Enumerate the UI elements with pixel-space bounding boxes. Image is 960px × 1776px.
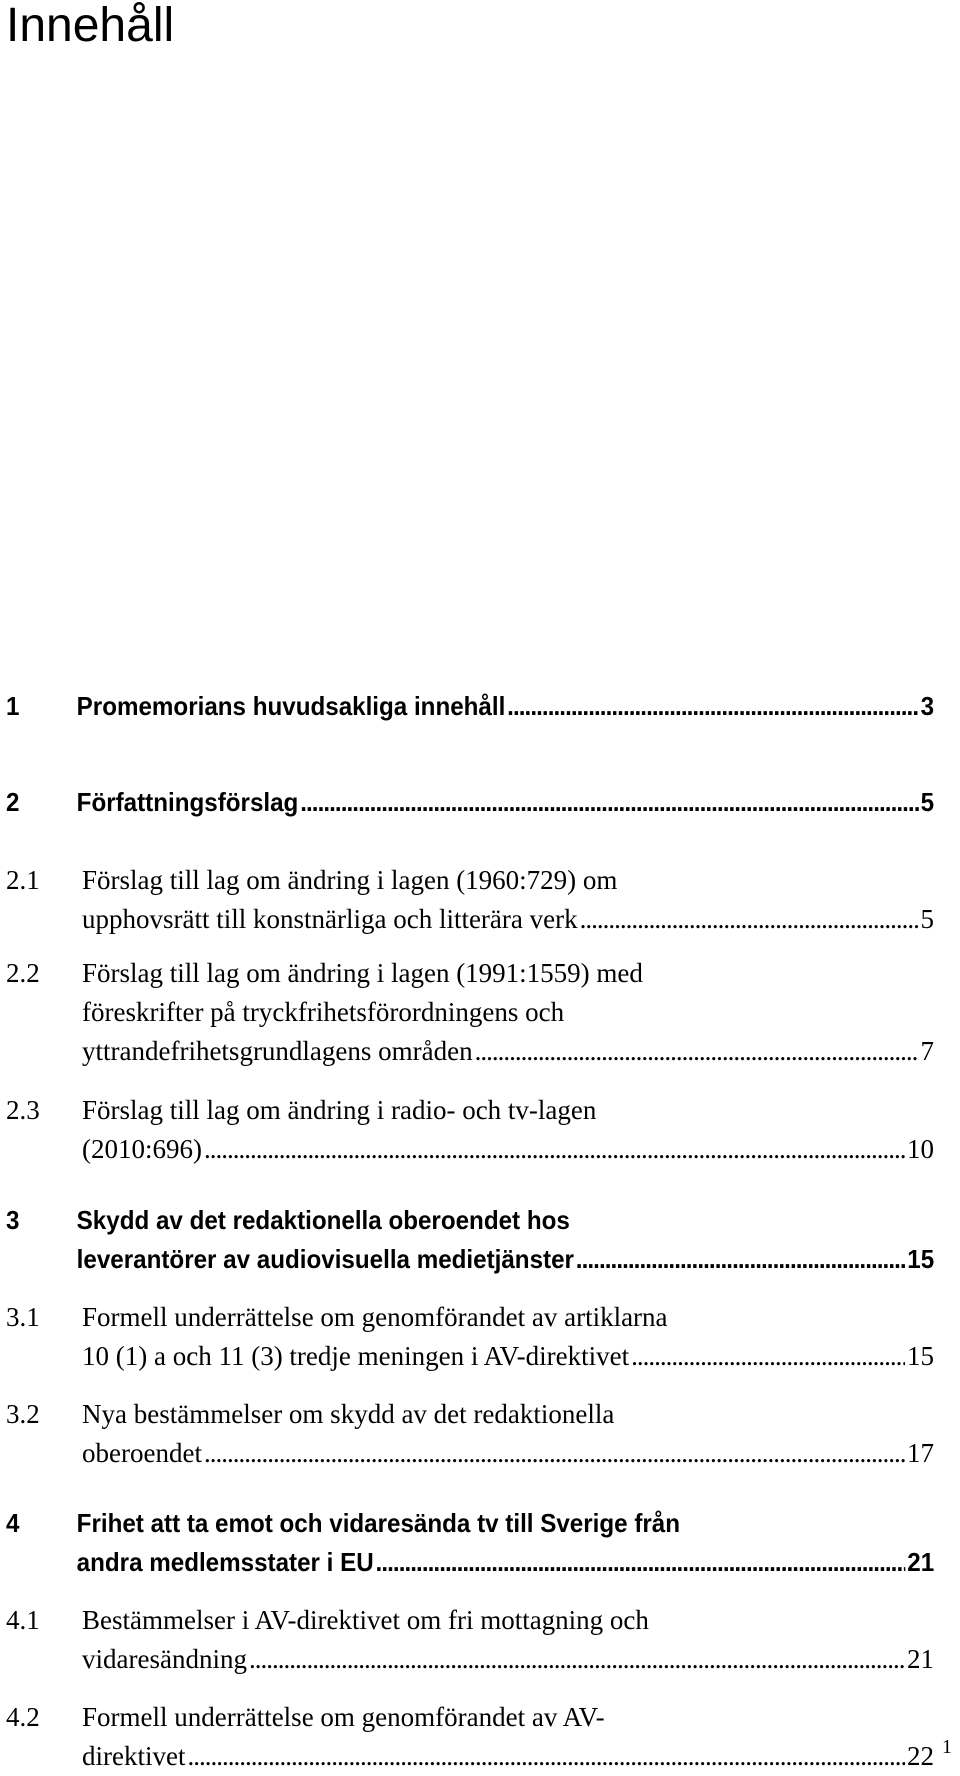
toc-entry-number: 2.3 bbox=[6, 1095, 40, 1125]
toc-entry-number: 3.2 bbox=[6, 1399, 40, 1429]
dot-leader bbox=[204, 1434, 905, 1473]
dot-leader bbox=[576, 1240, 906, 1279]
toc-entry-title-line: yttrandefrihetsgrundlagens områden bbox=[82, 1036, 473, 1066]
toc-entry-number: 3.1 bbox=[6, 1302, 40, 1332]
dot-leader bbox=[580, 900, 919, 939]
toc-entry-title bbox=[82, 1395, 934, 1473]
toc-entry-title-line: leverantörer av audiovisuella medietjänster bbox=[76, 1244, 574, 1274]
toc-entry-title-line: Skydd av det redaktionella oberoendet hos bbox=[76, 1205, 570, 1235]
toc-entry-title-line: Bestämmelser i AV-direktivet om fri mottagning och bbox=[82, 1605, 649, 1635]
dot-leader bbox=[475, 1032, 919, 1071]
toc-entry-title-line: Författningsförslag bbox=[76, 787, 299, 817]
toc-entry-page-number: 5 bbox=[920, 787, 935, 817]
dot-leader bbox=[187, 1737, 905, 1776]
toc-entry-title-line: vidaresändning bbox=[82, 1644, 247, 1674]
toc-entry-title-line: direktivet bbox=[82, 1741, 186, 1771]
toc-entry-title-line: 10 (1) a och 11 (3) tredje meningen i AV-direktivet bbox=[82, 1341, 630, 1371]
toc-entry-title-line: Promemorians huvudsakliga innehåll bbox=[76, 691, 506, 721]
toc-entry-title bbox=[77, 783, 934, 822]
toc-entry-title bbox=[82, 1091, 934, 1169]
toc-entry-title bbox=[82, 1298, 934, 1376]
toc-entry-number: 2.2 bbox=[6, 958, 40, 988]
toc-entry-title-line: Formell underrättelse om genomförandet av AV- bbox=[82, 1702, 605, 1732]
dot-leader bbox=[507, 687, 919, 726]
toc-entry-page-number: 21 bbox=[907, 1644, 934, 1674]
toc-entry-title bbox=[82, 1698, 934, 1776]
toc-entry-number: 1 bbox=[6, 691, 20, 721]
toc-entry-title-line: Nya bestämmelser om skydd av det redaktionella bbox=[82, 1399, 615, 1429]
toc-entry-title-line: föreskrifter på tryckfrihetsförordningens och bbox=[82, 997, 565, 1027]
dot-leader bbox=[249, 1640, 905, 1679]
toc-entry-title-line: upphovsrätt till konstnärliga och litterära verk bbox=[82, 904, 578, 934]
toc-entry-page-number: 15 bbox=[907, 1341, 934, 1371]
toc-entry-page-number: 17 bbox=[907, 1438, 934, 1468]
toc-entry-number: 4.1 bbox=[6, 1605, 40, 1635]
toc-entry-page-number: 10 bbox=[907, 1134, 934, 1164]
toc-entry-page-number: 15 bbox=[907, 1244, 935, 1274]
toc-entry-page-number: 5 bbox=[920, 904, 934, 934]
dot-leader bbox=[204, 1130, 905, 1169]
toc-entry-title-line: Förslag till lag om ändring i radio- och tv-lagen bbox=[82, 1095, 597, 1125]
toc-entry-page-number: 22 bbox=[907, 1741, 934, 1771]
toc-entry-title-line: Frihet att ta emot och vidaresända tv till Sverige från bbox=[76, 1508, 681, 1538]
toc-entry-number: 3 bbox=[6, 1205, 20, 1235]
toc-entry-page-number: 3 bbox=[920, 691, 935, 721]
toc-entry-title-line: Formell underrättelse om genomförandet av artiklarna bbox=[82, 1302, 668, 1332]
toc-entry-page-number: 21 bbox=[907, 1547, 935, 1577]
toc-entry-title-line: andra medlemsstater i EU bbox=[76, 1547, 374, 1577]
toc-entry-title bbox=[77, 1201, 934, 1279]
page-title: Innehåll bbox=[6, 0, 175, 52]
toc-entry-title-line: Förslag till lag om ändring i lagen (1991:1559) med bbox=[82, 958, 643, 988]
page-number: 1 bbox=[942, 1736, 952, 1758]
toc-entry-title-line: Förslag till lag om ändring i lagen (1960:729) om bbox=[82, 865, 618, 895]
toc-entry-number: 2 bbox=[6, 787, 20, 817]
toc-entry-page-number: 7 bbox=[920, 1036, 934, 1066]
dot-leader bbox=[300, 783, 919, 822]
toc-entry-title bbox=[82, 1601, 934, 1679]
toc-entry-title bbox=[82, 954, 934, 1071]
toc-entry-number: 2.1 bbox=[6, 865, 40, 895]
toc-entry-title-line: (2010:696) bbox=[82, 1134, 202, 1164]
toc-entry-title bbox=[77, 687, 934, 726]
toc-entry-title-line: oberoendet bbox=[82, 1438, 202, 1468]
dot-leader bbox=[631, 1337, 905, 1376]
dot-leader bbox=[376, 1543, 906, 1582]
toc-entry-number: 4.2 bbox=[6, 1702, 40, 1732]
toc-entry-title bbox=[77, 1504, 934, 1582]
toc-entry-title bbox=[82, 861, 934, 939]
toc-entry-number: 4 bbox=[6, 1508, 20, 1538]
